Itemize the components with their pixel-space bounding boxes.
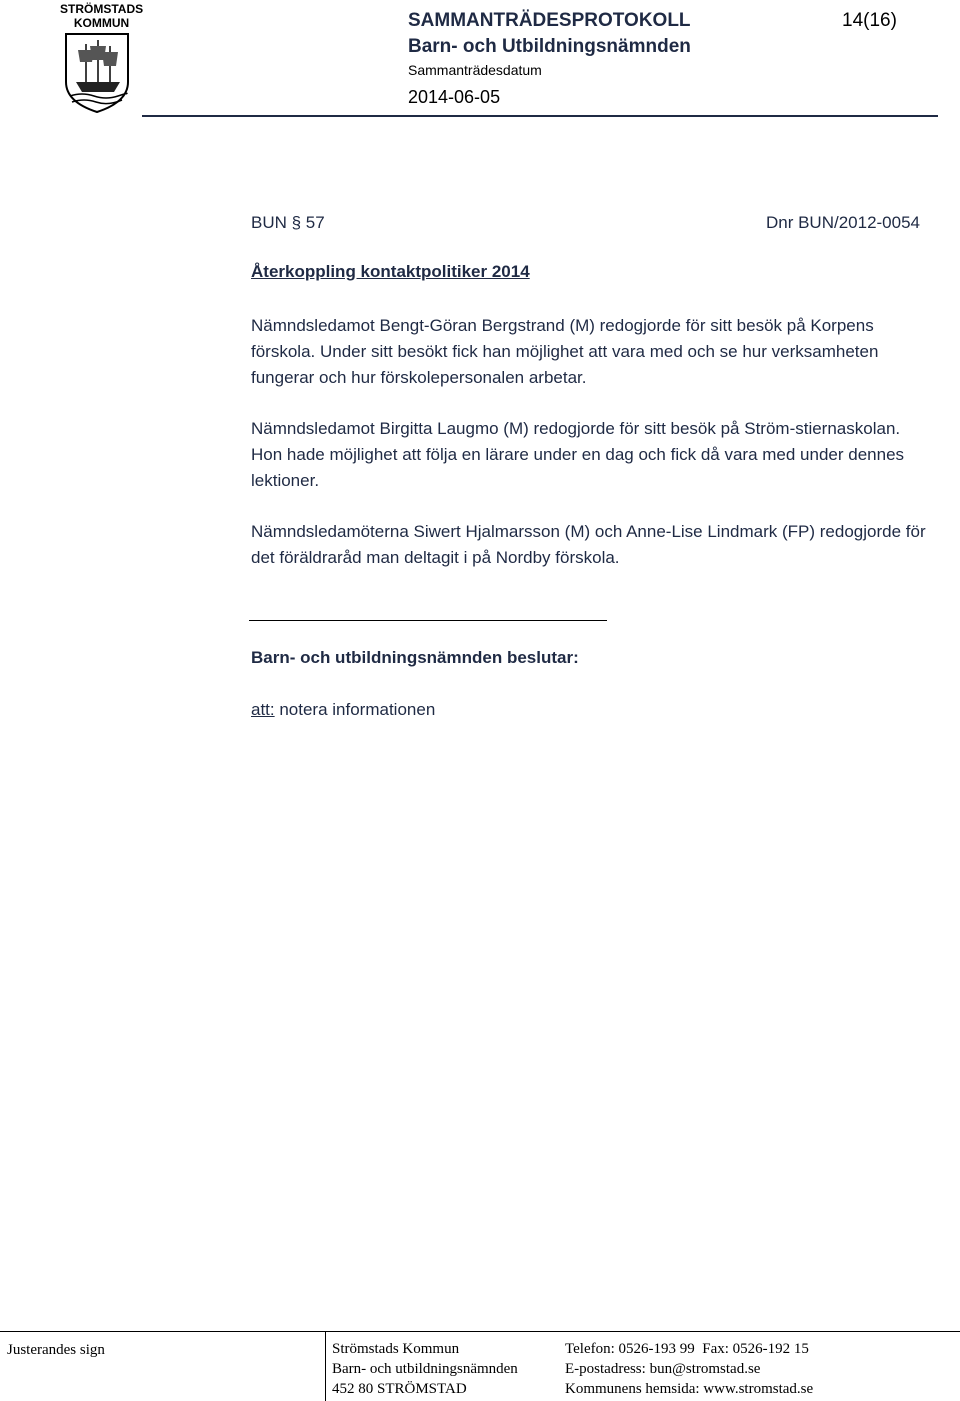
document-type: SAMMANTRÄDESPROTOKOLL xyxy=(408,10,691,31)
footer-divider xyxy=(0,1331,960,1332)
decision-att-text: notera informationen xyxy=(274,700,436,719)
footer-column-divider xyxy=(325,1331,326,1401)
signature-label: Justerandes sign xyxy=(7,1342,105,1358)
case-dnr: Dnr BUN/2012-0054 xyxy=(765,213,920,232)
footer-phone: Telefon: 0526-193 99 Fax: 0526-192 15 xyxy=(565,1341,809,1357)
ship-crest-icon xyxy=(62,32,132,114)
decision-item xyxy=(251,700,435,720)
paragraph: Nämndsledamot Birgitta Laugmo (M) redogjorde för sitt besök på Ström-stiernaskolan. Hon hade möjlighet att följa en lärare under en dag och fick då vara med under dennes lektioner. xyxy=(251,419,905,490)
meeting-date: 2014-06-05 xyxy=(408,87,501,107)
header-divider xyxy=(142,115,938,117)
footer-address xyxy=(332,1339,518,1399)
paragraph: Nämndsledamöterna Siwert Hjalmarsson (M) och Anne-Lise Lindmark (FP) redogjorde för det föräldraråd man deltagit i på Nordby förskola. xyxy=(251,522,926,567)
municipality-name-line2: KOMMUN xyxy=(73,16,130,30)
section-divider xyxy=(249,620,607,621)
footer-email: E-postadress: bun@stromstad.se xyxy=(565,1361,761,1377)
decision-heading: Barn- och utbildningsnämnden beslutar: xyxy=(251,648,579,667)
municipality-name-line1: STRÖMSTADS xyxy=(60,2,144,16)
footer-contact xyxy=(565,1339,813,1399)
decision-att-label: att: xyxy=(251,700,275,719)
case-number: BUN § 57 xyxy=(251,213,325,232)
board-name: Barn- och Utbildningsnämnden xyxy=(408,36,691,57)
paragraph: Nämndsledamot Bengt-Göran Bergstrand (M) redogjorde för sitt besök på Korpens förskola. Under sitt besökt fick han möjlighet att vara med och se hur verksamheten fungerar och hur förskolepersonalen arbetar. xyxy=(251,316,879,387)
footer-address-line: 452 80 STRÖMSTAD xyxy=(332,1381,467,1397)
municipality-name xyxy=(60,2,143,30)
footer-address-line: Strömstads Kommun xyxy=(332,1341,460,1357)
case-title: Återkoppling kontaktpolitiker 2014 xyxy=(251,262,530,281)
page-number: 14(16) xyxy=(842,10,897,31)
footer-address-line: Barn- och utbildningsnämnden xyxy=(332,1361,518,1377)
footer-website: Kommunens hemsida: www.stromstad.se xyxy=(565,1381,814,1397)
meeting-date-label: Sammanträdesdatum xyxy=(408,62,542,78)
